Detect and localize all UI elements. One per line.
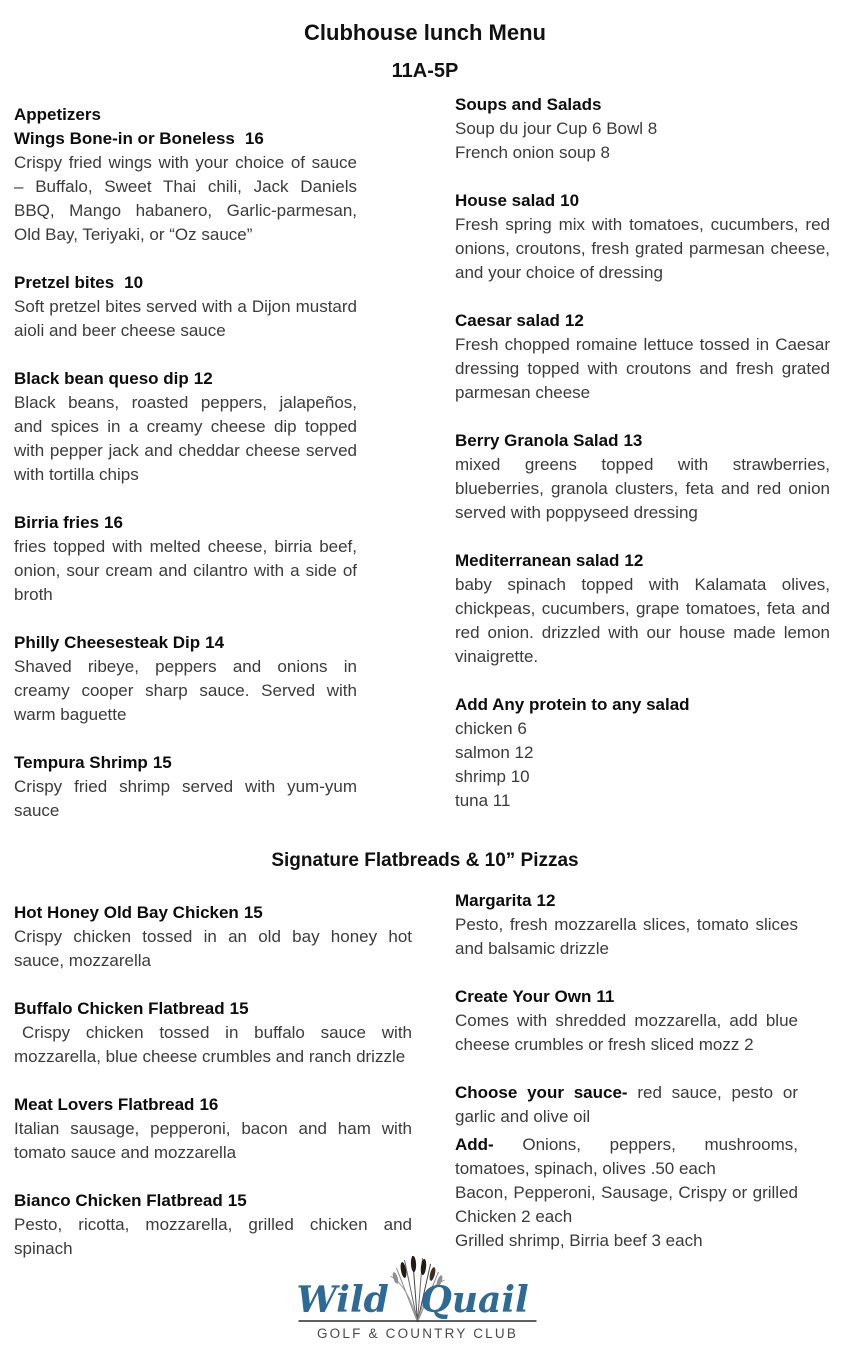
item-description: Crispy fried shrimp served with yum-yum sauce [14,777,357,820]
protein-option: chicken 6 [455,719,527,738]
page-title: Clubhouse lunch Menu [304,20,546,45]
appetizers-column [14,93,357,823]
item-name-price [455,189,830,213]
appetizers-heading: Appetizers [14,105,101,124]
item-description: fries topped with melted cheese, birria beef, onion, sour cream and cilantro with a side of broth [14,537,357,604]
item-price: 13 [623,431,643,450]
flatbreads-left-column [14,877,412,1261]
item-description: Pesto, fresh mozzarella slices, tomato slices and balsamic drizzle [455,915,798,958]
item-name: Wings Bone-in or Boneless [14,129,235,148]
menu-item-wings [14,127,357,247]
item-name: Philly Cheesesteak Dip [14,633,201,652]
item-description: Pesto, ricotta, mozzarella, grilled chicken and spinach [14,1215,412,1258]
item-description: Soft pretzel bites served with a Dijon mustard aioli and beer cheese sauce [14,297,357,340]
item-price: 10 [560,191,580,210]
item-price: 16 [104,513,123,532]
item-name: Meat Lovers Flatbread [14,1095,195,1114]
item-description: Fresh spring mix with tomatoes, cucumbers, red onions, croutons, fresh grated parmesan cheese, and your choice of dressing [455,215,830,282]
item-name-price [14,511,357,535]
item-description: Fresh chopped romaine lettuce tossed in Caesar dressing topped with croutons and fresh grated parmesan cheese [455,335,830,402]
wild-quail-logo-graphic [293,1254,543,1346]
menu-item-philly-cheesesteak-dip [14,631,357,727]
item-name-price [455,985,798,1009]
soup-line: Soup du jour Cup 6 Bowl 8 [455,119,658,138]
item-price: 15 [243,903,263,922]
item-price: 16 [199,1095,219,1114]
wild-quail-logo [293,1254,543,1350]
item-name-price [14,997,412,1021]
item-description: baby spinach topped with Kalamata olives, chickpeas, cucumbers, grape tomatoes, feta and red onion. drizzled with our house made lemon vinaigrette. [455,575,830,666]
soups-salads-heading: Soups and Salads [455,95,602,114]
item-description: mixed greens topped with strawberries, blueberries, granola clusters, feta and red onion served with poppyseed dressing [455,455,830,522]
protein-addons-heading: Add Any protein to any salad [455,695,690,714]
item-name-price [14,1189,412,1213]
menu-item-tempura-shrimp [14,751,357,823]
item-name: House salad [455,191,556,210]
item-price: 14 [205,633,225,652]
item-name: Margarita [455,891,532,910]
menu-item-caesar-salad [455,309,830,405]
item-description: Crispy fried wings with your choice of sauce – Buffalo, Sweet Thai chili, Jack Daniels BBQ, Mango habanero, Garlic-parmesan, Old Bay, Teriyaki, or “Oz sauce” [14,153,357,244]
item-name: Mediterranean salad [455,551,620,570]
item-name: Caesar salad [455,311,560,330]
logo-tagline: GOLF & COUNTRY CLUB [316,1326,519,1341]
menu-item-bianco-chicken-flatbread [14,1189,412,1261]
item-name: Buffalo Chicken Flatbread [14,999,225,1018]
menu-item-create-your-own [455,985,798,1057]
item-name-price [14,751,357,775]
sauce-choice-label: Choose your sauce- [455,1083,628,1102]
menu-item-mediterranean-salad [455,549,830,669]
logo-wordmark-quail: Quail [420,1279,529,1321]
top-columns [0,93,850,823]
protein-option: salmon 12 [455,743,534,762]
menu-item-black-bean-queso [14,367,357,487]
menu-item-hot-honey-old-bay-chicken [14,901,412,973]
item-description: Crispy chicken tossed in an old bay honey hot sauce, mozzarella [14,927,412,970]
logo-wordmark-wild: Wild [296,1279,389,1321]
sauce-choice-text: red sauce, pesto or garlic and olive oil [455,1083,798,1126]
soups-salads-column [455,93,830,823]
sauce-choice-block [455,1081,798,1253]
menu-item-birria-fries [14,511,357,607]
menu-item-berry-granola-salad [455,429,830,525]
item-name-price [455,309,830,333]
item-name: Hot Honey Old Bay Chicken [14,903,239,922]
item-name: Tempura Shrimp [14,753,148,772]
item-name: Birria fries [14,513,100,532]
addons-text: Onions, peppers, mushrooms, tomatoes, spinach, olives .50 each [455,1135,798,1178]
item-description: Italian sausage, pepperoni, bacon and ham with tomato sauce and mozzarella [14,1119,412,1162]
item-price: 15 [227,1191,247,1210]
item-name-price [14,1093,412,1117]
item-price: 12 [624,551,644,570]
item-price: 12 [536,891,556,910]
flatbreads-right-column [455,877,798,1261]
soup-line: French onion soup 8 [455,143,610,162]
item-name-price [14,367,357,391]
item-name-price [14,901,412,925]
item-price: 12 [193,369,213,388]
item-price: 15 [152,753,172,772]
item-price: 11 [596,987,615,1006]
item-name: Create Your Own [455,987,592,1006]
menu-item-house-salad [455,189,830,285]
protein-option: tuna 11 [455,791,511,810]
item-description: Black beans, roasted peppers, jalapeños, and spices in a creamy cheese dip topped with pepper jack and cheddar cheese served with tortilla chips [14,393,357,484]
item-name-price [455,549,830,573]
menu-item-buffalo-chicken-flatbread [14,997,412,1069]
flatbreads-columns [0,877,850,1261]
item-name-price [14,127,357,151]
item-price: 15 [229,999,249,1018]
protein-option: shrimp 10 [455,767,530,786]
item-name: Black bean queso dip [14,369,189,388]
item-price: 12 [564,311,584,330]
menu-hours: 11A-5P [391,60,459,82]
item-description: Comes with shredded mozzarella, add blue cheese crumbles or fresh sliced mozz 2 [455,1011,798,1054]
menu-item-meat-lovers-flatbread [14,1093,412,1165]
item-price: 10 [124,273,144,292]
item-description: Crispy chicken tossed in buffalo sauce with mozzarella, blue cheese crumbles and ranch drizzle [14,1023,412,1066]
item-description: Shaved ribeye, peppers and onions in creamy cooper sharp sauce. Served with warm baguette [14,657,357,724]
protein-addons-block [455,693,830,813]
sauce-choice-line [455,1081,798,1129]
addons-line [455,1133,798,1181]
item-name-price [455,429,830,453]
item-name: Pretzel bites [14,273,115,292]
item-name-price [14,271,357,295]
addons-label: Add- [455,1135,494,1154]
addons-line-3: Grilled shrimp, Birria beef 3 each [455,1231,703,1250]
item-price: 16 [244,129,264,148]
item-name: Bianco Chicken Flatbread [14,1191,223,1210]
item-name: Berry Granola Salad [455,431,619,450]
menu-item-pretzel-bites [14,271,357,343]
item-name-price [14,631,357,655]
addons-line-2: Bacon, Pepperoni, Sausage, Crispy or grilled Chicken 2 each [455,1183,798,1226]
item-name-price [455,889,798,913]
menu-header [0,0,850,83]
menu-item-margarita [455,889,798,961]
flatbreads-section-heading: Signature Flatbreads & 10” Pizzas [271,850,579,871]
